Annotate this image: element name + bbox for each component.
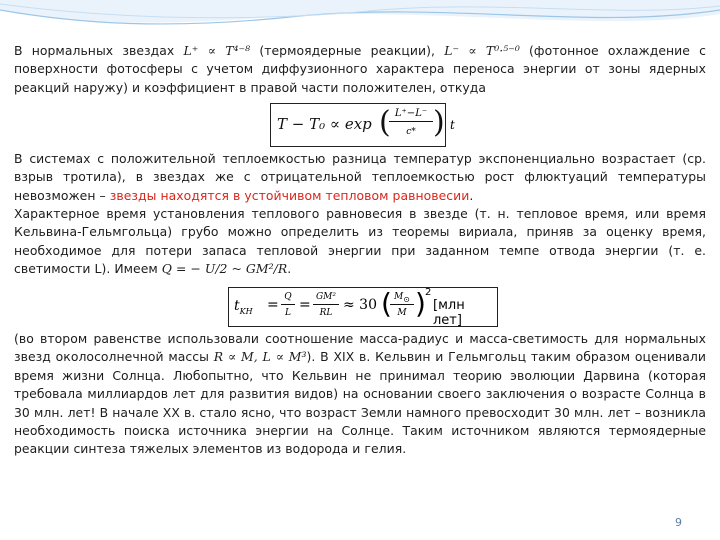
math-lplus: L⁺ ∝ T⁴⁻⁸	[183, 43, 251, 58]
p1-text-b: (термоядерные реакции),	[259, 43, 435, 58]
math-q-expression: Q = − U/2 ~ GM²/R	[161, 261, 288, 277]
math-mass-radius: R ∝ M,	[213, 349, 258, 365]
formula-2-eq2: =	[299, 297, 311, 313]
p1-text-a: В нормальных звездах	[14, 43, 175, 58]
math-lminus: L⁻ ∝ T⁰·⁵⁻⁰	[444, 43, 520, 58]
paragraph-4	[14, 330, 706, 459]
paragraph-1	[14, 42, 706, 97]
p2-text-a: В системах с положительной теплоемкостью разница температур экспоненциально возрастает (ср. взрыв тротила), в звездах же с отрицательной теплоемкостью рост флюктуаций температуры невозможен –	[14, 151, 706, 203]
formula-2-box: $t_{KH}$ = Q L = GM² RL ≈ 30 ( $M_⊙$ M ) 2 [млн лет]	[228, 287, 498, 327]
formula-1-lhs: T − T₀ ∝ exp	[277, 115, 372, 133]
math-mass-luminosity: L ∝ M³	[262, 349, 307, 365]
formula-1-denominator: c*	[406, 127, 416, 137]
formula-2-frac1-num: Q	[281, 291, 295, 305]
formula-1	[277, 115, 372, 133]
p4-text-b: ). В XIX в. Кельвин и Гельмгольц таким образом оценивали время жизни Солнца. Любопытно, что Кельвин не принимал теорию эволюции Дарвина (которая требовала миллиардов лет для развития видов) на основании своего заключения о возрасте Солнца в 30 млн. лет! В начале XX в. стало ясно, что возраст Земли намного превосходит 30 млн. лет – возникла необходимость поиска источника энергии на Солнце. Таким источником являются термоядерные реакции синтеза тяжелых элементов из водорода и гелия.	[14, 349, 706, 457]
p3-text-a: Характерное время установления теплового равновесия в звезде (т. н. тепловое время, или время Кельвина-Гельмгольца) грубо можно определить из теоремы вириала, приняв за оценку время, необходимое для потери запаса тепловой энергии при заданном темпе отвода энергии (т. е. светимости L). Имеем	[14, 206, 706, 277]
p4-text-a: (во втором равенстве использовали соотношение масса-радиус и масса-светимость для нормальных звезд околосолнечной массы	[14, 331, 706, 365]
paragraph-2	[14, 150, 706, 205]
formula-2-frac3-num: $M_⊙$	[390, 291, 414, 305]
p2-highlight: звезды находятся в устойчивом тепловом равновесии	[109, 187, 470, 203]
formula-2-lhs: $t_{KH}$	[234, 298, 253, 316]
p1-text-c: (фотонное охлаждение с поверхности фотосферы с учетом диффузионного характера переноса энергии от зоны ядерных реакций наружу) и коэффициент в правой части положителен, откуда	[14, 43, 707, 95]
formula-2-unit: [млн лет]	[433, 298, 465, 328]
paragraph-3	[14, 205, 706, 279]
formula-1-trail: t	[450, 118, 455, 132]
formula-2-frac2-num: GM²	[313, 291, 339, 305]
formula-1-box: T − T₀ ∝ exp ( L⁺−L⁻ c* )	[270, 103, 446, 147]
page-number: 9	[675, 516, 682, 529]
formula-2-frac1-den: L	[285, 308, 291, 318]
formula-2-approx: ≈ 30	[343, 297, 377, 313]
formula-2-frac2-den: RL	[319, 308, 333, 318]
formula-2-exponent: 2	[425, 287, 432, 298]
p2-end: .	[469, 187, 474, 203]
math-q-trail: .	[287, 261, 292, 277]
formula-2-eq1: =	[267, 297, 279, 313]
formula-2-frac3-den: M	[397, 308, 407, 318]
formula-1-numerator: L⁺−L⁻	[389, 107, 433, 122]
